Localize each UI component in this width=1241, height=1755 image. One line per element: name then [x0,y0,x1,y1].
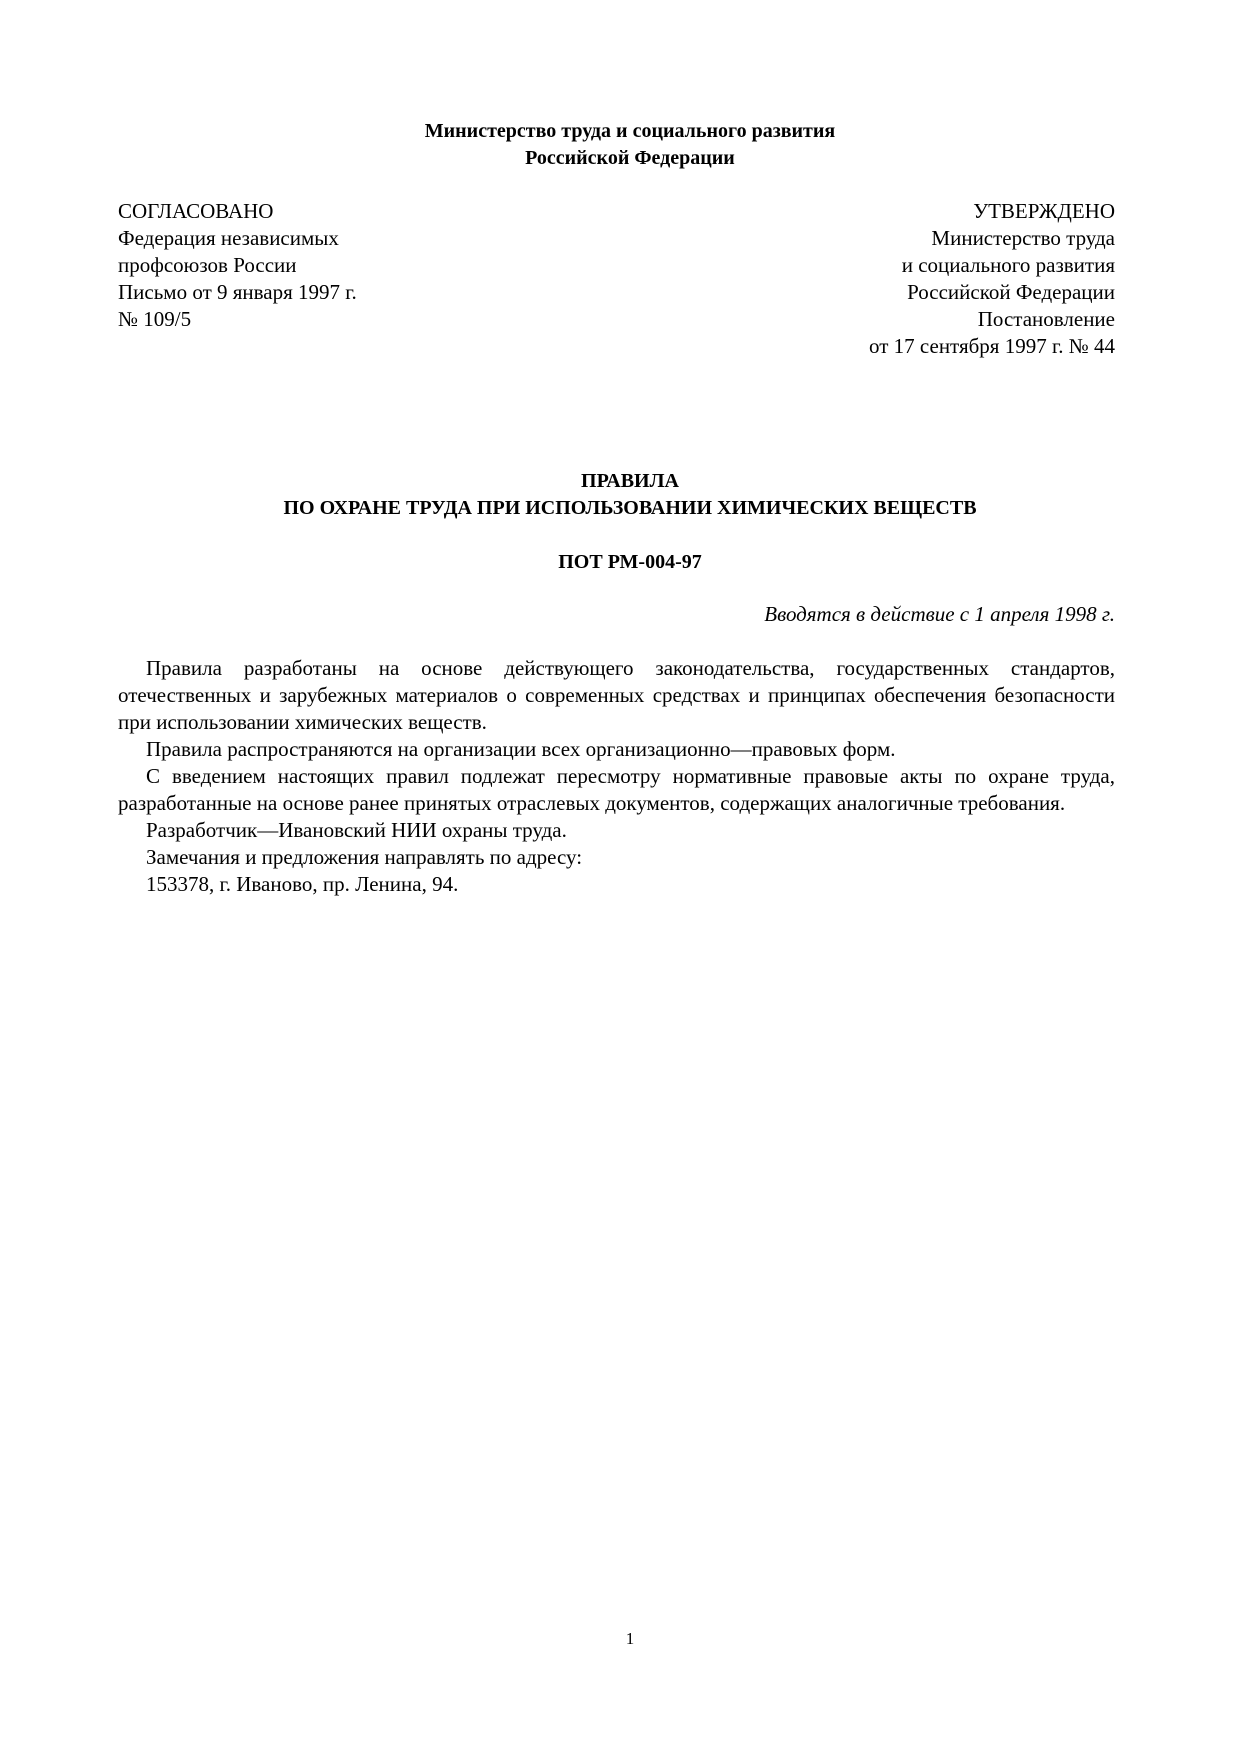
approved-line: и социального развития [901,253,1115,277]
document-code: ПОТ РМ-004-97 [558,551,702,573]
document-body [118,655,1115,898]
effective-date: Вводятся в действие с 1 апреля 1998 г. [764,602,1115,626]
paragraph: 153378, г. Иваново, пр. Ленина, 94. [146,872,459,896]
agreed-line: Федерация независимых [118,226,339,250]
agreed-block [118,198,638,333]
ministry-name-line1: Министерство труда и социального развития [424,120,836,142]
title-line1: ПРАВИЛА [581,470,679,492]
agreed-heading: СОГЛАСОВАНО [118,199,274,223]
document-title [0,468,1241,522]
approved-line: Российской Федерации [907,280,1115,304]
title-line2: ПО ОХРАНЕ ТРУДА ПРИ ИСПОЛЬЗОВАНИИ ХИМИЧЕСКИХ ВЕЩЕСТВ [283,497,977,519]
agreed-line: профсоюзов России [118,253,297,277]
approved-line: Постановление [977,307,1115,331]
approved-line: Министерство труда [931,226,1115,250]
approved-heading: УТВЕРЖДЕНО [973,199,1115,223]
paragraph: С введением настоящих правил подлежат пересмотру нормативные правовые акты по охране труда, разработанные на основе ранее принятых отраслевых документов, содержащих аналогичные требования. [118,764,1115,815]
paragraph: Правила разработаны на основе действующего законодательства, государственных стандартов, отечественных и зарубежных материалов о современных средствах и принципах обеспечения безопасности при использовании химических веществ. [118,656,1115,734]
paragraph: Замечания и предложения направлять по адресу: [146,845,583,869]
paragraph: Разработчик—Ивановский НИИ охраны труда. [146,818,567,842]
agreed-line: № 109/5 [118,307,192,331]
paragraph: Правила распространяются на организации всех организационно—правовых форм. [146,737,896,761]
agreed-line: Письмо от 9 января 1997 г. [118,280,357,304]
approved-block [595,198,1115,360]
page-number: 1 [625,1629,635,1648]
approved-line: от 17 сентября 1997 г. № 44 [869,334,1115,358]
ministry-header [0,118,1241,172]
ministry-name-line2: Российской Федерации [525,147,735,169]
